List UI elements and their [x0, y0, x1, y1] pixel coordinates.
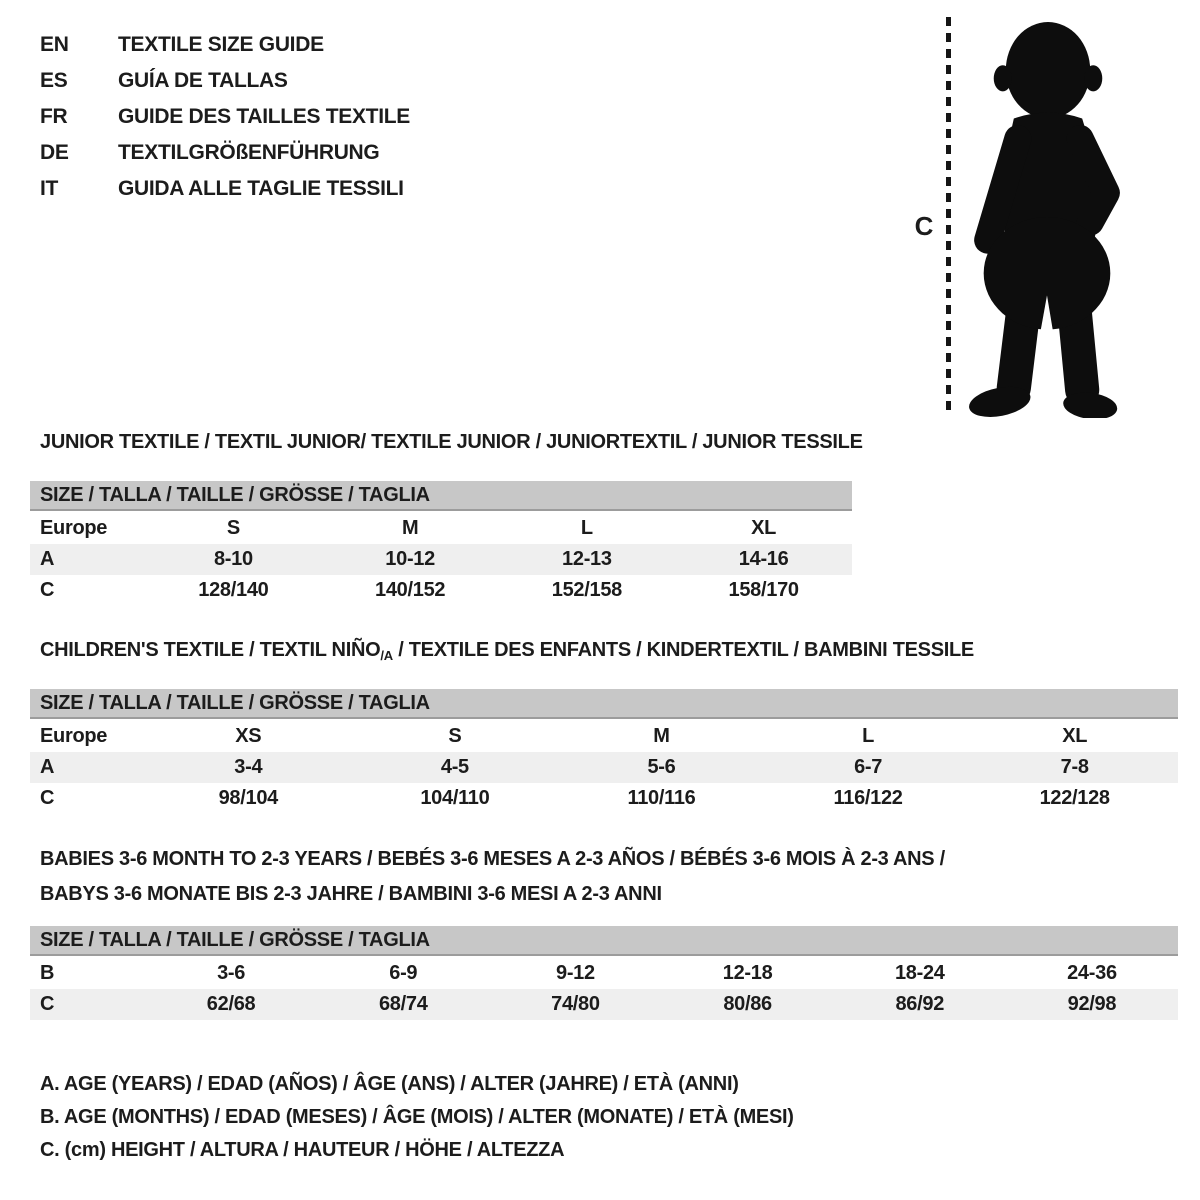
row-label: B — [40, 962, 55, 984]
table-row-europe — [30, 721, 1178, 752]
babies-title-line2: BABYS 3-6 MONATE BIS 2-3 JAHRE / BAMBINI 3-6 MESI A 2-3 ANNI — [40, 883, 662, 905]
months-cell: 3-6 — [217, 962, 246, 984]
lang-code: IT — [40, 177, 59, 200]
table-row-months — [30, 958, 1178, 989]
months-cell: 9-12 — [556, 962, 595, 984]
measurement-legend — [40, 1068, 794, 1167]
height-cell: 122/128 — [1039, 787, 1110, 809]
height-cell: 128/140 — [198, 579, 269, 601]
age-cell: 7-8 — [1060, 756, 1089, 778]
height-measure-dashed-line — [946, 17, 951, 416]
lang-row-fr — [40, 99, 410, 135]
lang-row-it — [40, 171, 410, 207]
height-cell: 92/98 — [1067, 993, 1117, 1015]
age-cell: 8-10 — [213, 548, 253, 570]
size-cell: L — [862, 725, 875, 747]
height-cell: 86/92 — [895, 993, 945, 1015]
row-label: Europe — [40, 517, 108, 539]
size-cell: M — [401, 517, 419, 539]
table-row-height — [30, 783, 1178, 814]
lang-row-en — [40, 27, 410, 63]
size-cell: L — [580, 517, 593, 539]
size-cell: XS — [235, 725, 262, 747]
row-label: C — [40, 579, 55, 601]
lang-code: ES — [40, 69, 68, 92]
babies-section-title — [40, 842, 945, 912]
size-cell: M — [653, 725, 670, 747]
months-cell: 24-36 — [1067, 962, 1117, 984]
children-size-table — [30, 689, 1178, 814]
lang-code: DE — [40, 141, 69, 164]
guide-title: GUÍA DE TALLAS — [118, 69, 288, 92]
row-label: C — [40, 787, 55, 809]
age-cell: 6-7 — [854, 756, 883, 778]
table-row-height — [30, 575, 852, 606]
age-cell: 12-13 — [562, 548, 612, 570]
height-cell: 68/74 — [378, 993, 428, 1015]
babies-title-line1: BABIES 3-6 MONTH TO 2-3 YEARS / BEBÉS 3-6 MESES A 2-3 AÑOS / BÉBÉS 3-6 MOIS À 2-3 ANS / — [40, 848, 945, 870]
language-title-list — [40, 27, 410, 207]
children-section-title — [40, 637, 974, 669]
age-cell: 3-4 — [234, 756, 263, 778]
height-cell: 80/86 — [723, 993, 772, 1015]
height-cell: 152/158 — [551, 579, 622, 601]
row-label: C — [40, 993, 55, 1015]
table-row-age — [30, 752, 1178, 783]
size-header-bar: SIZE / TALLA / TAILLE / GRÖSSE / TAGLIA — [30, 689, 1178, 719]
table-row-height — [30, 989, 1178, 1020]
age-cell: 14-16 — [738, 548, 789, 570]
children-title-post: / TEXTILE DES ENFANTS / KINDERTEXTIL / BAMBINI TESSILE — [392, 639, 974, 661]
months-cell: 6-9 — [389, 962, 418, 984]
months-cell: 18-24 — [894, 962, 945, 984]
height-cell: 116/122 — [833, 787, 903, 809]
lang-code: EN — [40, 33, 69, 56]
size-cell: XL — [1062, 725, 1088, 747]
legend-line-b: B. AGE (MONTHS) / EDAD (MESES) / ÂGE (MOIS) / ALTER (MONATE) / ETÀ (MESI) — [40, 1106, 794, 1128]
size-cell: XL — [751, 517, 777, 539]
babies-size-table — [30, 926, 1178, 1020]
guide-title: GUIDE DES TAILLES TEXTILE — [118, 105, 410, 128]
lang-row-de — [40, 135, 410, 171]
age-cell: 10-12 — [385, 548, 435, 570]
row-label: Europe — [40, 725, 108, 747]
row-label: A — [40, 756, 55, 778]
legend-line-a: A. AGE (YEARS) / EDAD (AÑOS) / ÂGE (ANS) / ALTER (JAHRE) / ETÀ (ANNI) — [40, 1073, 739, 1095]
lang-code: FR — [40, 105, 68, 128]
guide-title: TEXTILGRÖßENFÜHRUNG — [118, 141, 380, 164]
height-cell: 104/110 — [420, 787, 490, 809]
height-cell: 62/68 — [206, 993, 256, 1015]
size-header-bar: SIZE / TALLA / TAILLE / GRÖSSE / TAGLIA — [30, 481, 852, 511]
table-row-age — [30, 544, 852, 575]
height-cell: 110/116 — [627, 787, 696, 809]
junior-section-title: JUNIOR TEXTILE / TEXTIL JUNIOR/ TEXTILE JUNIOR / JUNIORTEXTIL / JUNIOR TESSILE — [40, 431, 863, 453]
size-cell: S — [226, 517, 240, 539]
height-cell: 98/104 — [218, 787, 278, 809]
age-cell: 5-6 — [647, 756, 676, 778]
guide-title: GUIDA ALLE TAGLIE TESSILI — [118, 177, 404, 200]
lang-row-es — [40, 63, 410, 99]
row-label: A — [40, 548, 55, 570]
children-title-pre: CHILDREN'S TEXTILE / TEXTIL NIÑO — [40, 639, 381, 661]
height-cell: 140/152 — [375, 579, 446, 601]
age-cell: 4-5 — [440, 756, 469, 778]
junior-size-table — [30, 481, 852, 606]
toddler-silhouette-icon — [960, 14, 1136, 418]
height-cell: 74/80 — [551, 993, 600, 1015]
children-title-sub: /A — [380, 648, 393, 663]
height-cell: 158/170 — [728, 579, 799, 601]
legend-line-c: C. (cm) HEIGHT / ALTURA / HAUTEUR / HÖHE / ALTEZZA — [40, 1139, 565, 1161]
height-measure-label: C — [914, 211, 934, 241]
size-cell: S — [448, 725, 462, 747]
table-row-europe — [30, 513, 852, 544]
guide-title: TEXTILE SIZE GUIDE — [118, 33, 324, 56]
size-header-bar: SIZE / TALLA / TAILLE / GRÖSSE / TAGLIA — [30, 926, 1178, 956]
months-cell: 12-18 — [722, 962, 773, 984]
